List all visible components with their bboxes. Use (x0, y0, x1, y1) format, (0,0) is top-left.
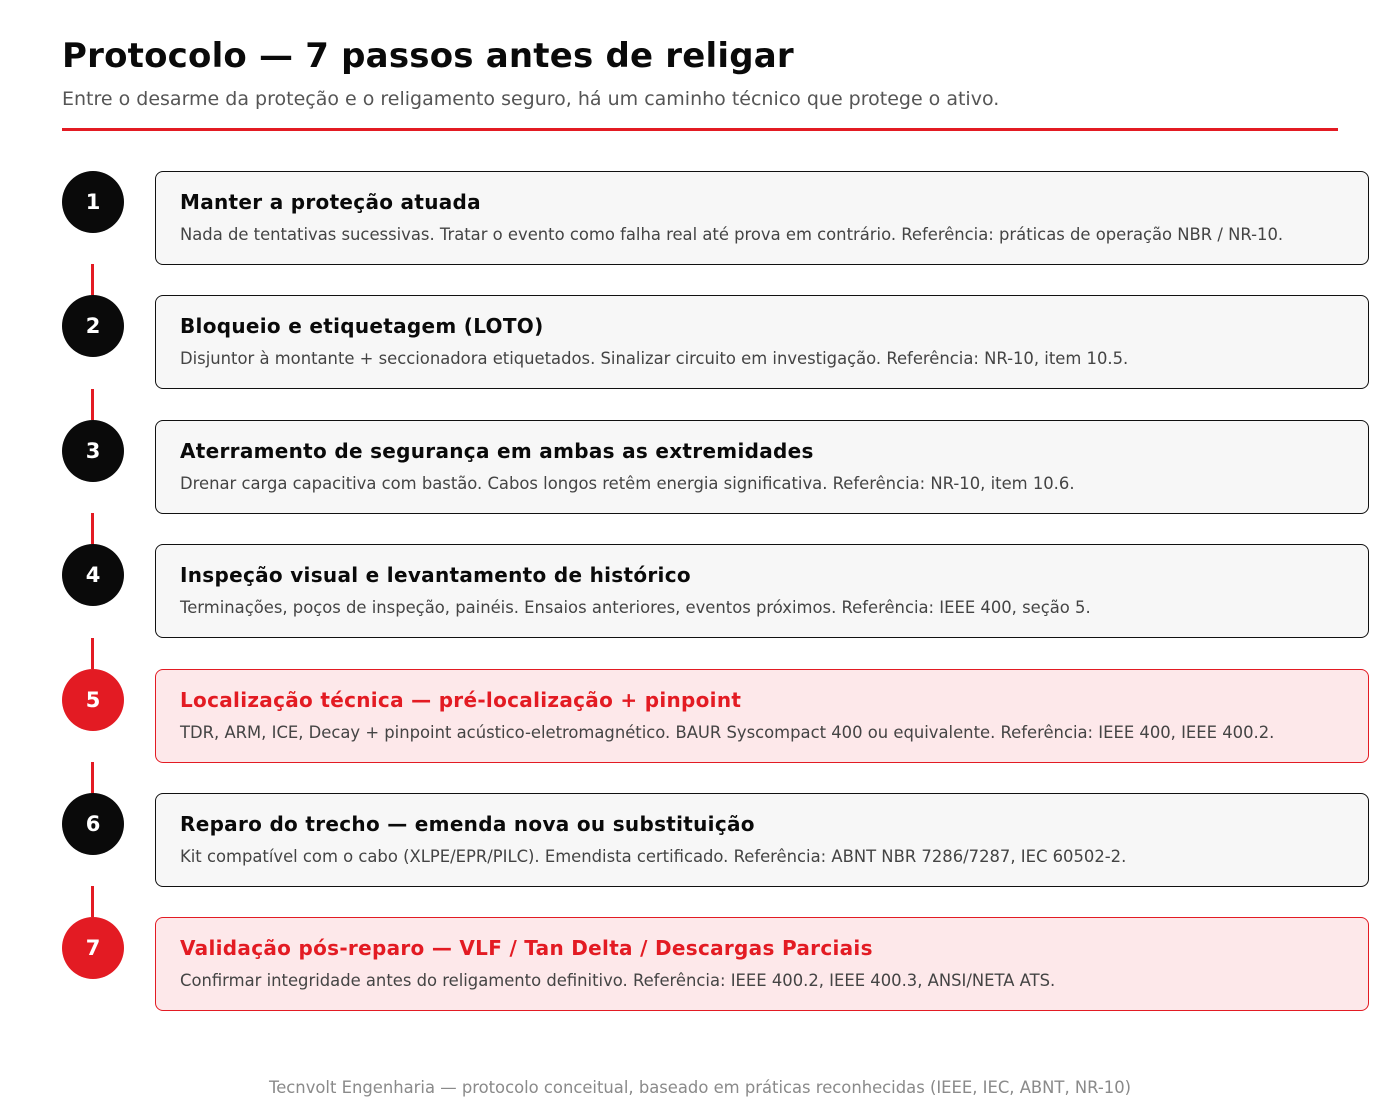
step-title: Manter a proteção atuada (180, 190, 481, 214)
step-number-badge (62, 669, 124, 731)
step-connector (91, 886, 94, 917)
step-title: Aterramento de segurança em ambas as extremidades (180, 439, 814, 463)
step-title: Reparo do trecho — emenda nova ou substituição (180, 812, 755, 836)
step-title: Bloqueio e etiquetagem (LOTO) (180, 314, 544, 338)
step-title: Localização técnica — pré-localização + pinpoint (180, 688, 742, 712)
step-number: 4 (85, 563, 101, 587)
step-card (155, 420, 1369, 514)
step-number-badge (62, 171, 124, 233)
step-description: Confirmar integridade antes do religamento definitivo. Referência: IEEE 400.2, IEEE 400.3, ANSI/NETA ATS. (180, 971, 1056, 990)
step-description: Drenar carga capacitiva com bastão. Cabos longos retêm energia significativa. Referência: NR-10, item 10.6. (180, 474, 1075, 493)
step-card (155, 544, 1369, 638)
step-card (155, 793, 1369, 887)
step-number: 5 (85, 688, 101, 712)
step-description: TDR, ARM, ICE, Decay + pinpoint acústico-eletromagnético. BAUR Syscompact 400 ou equivalente. Referência: IEEE 400, IEEE 400.2. (180, 723, 1275, 742)
step-connector (91, 389, 94, 420)
step-description: Kit compatível com o cabo (XLPE/EPR/PILC). Emendista certificado. Referência: ABNT NBR 7286/7287, IEC 60502-2. (180, 847, 1127, 866)
step-card (155, 917, 1369, 1011)
step-number: 7 (85, 936, 101, 960)
step-connector (91, 762, 94, 793)
step-card (155, 669, 1369, 763)
step-card (155, 171, 1369, 265)
step-number: 3 (85, 439, 101, 463)
step-description: Terminações, poços de inspeção, painéis. Ensaios anteriores, eventos próximos. Referência: IEEE 400, seção 5. (180, 598, 1091, 617)
step-description: Disjuntor à montante + seccionadora etiquetados. Sinalizar circuito em investigação. Referência: NR-10, item 10.5. (180, 349, 1129, 368)
step-number: 6 (85, 812, 101, 836)
step-title: Inspeção visual e levantamento de histórico (180, 563, 691, 587)
step-number: 2 (85, 314, 101, 338)
page-title: Protocolo — 7 passos antes de religar (62, 36, 794, 76)
step-connector (91, 638, 94, 669)
step-connector (91, 264, 94, 295)
step-number-badge (62, 420, 124, 482)
header-divider (62, 128, 1338, 131)
step-description: Nada de tentativas sucessivas. Tratar o evento como falha real até prova em contrário. Referência: práticas de operação NBR / NR-10. (180, 225, 1284, 244)
page-subtitle: Entre o desarme da proteção e o religamento seguro, há um caminho técnico que protege o ativo. (62, 88, 1000, 110)
step-number-badge (62, 917, 124, 979)
step-title: Validação pós-reparo — VLF / Tan Delta / Descargas Parciais (180, 936, 873, 960)
step-connector (91, 513, 94, 544)
footer-note: Tecnvolt Engenharia — protocolo conceitual, baseado em práticas reconhecidas (IEEE, IEC, ABNT, NR-10) (268, 1078, 1132, 1097)
step-card (155, 295, 1369, 389)
step-number-badge (62, 544, 124, 606)
step-number: 1 (85, 190, 101, 214)
step-number-badge (62, 295, 124, 357)
step-number-badge (62, 793, 124, 855)
